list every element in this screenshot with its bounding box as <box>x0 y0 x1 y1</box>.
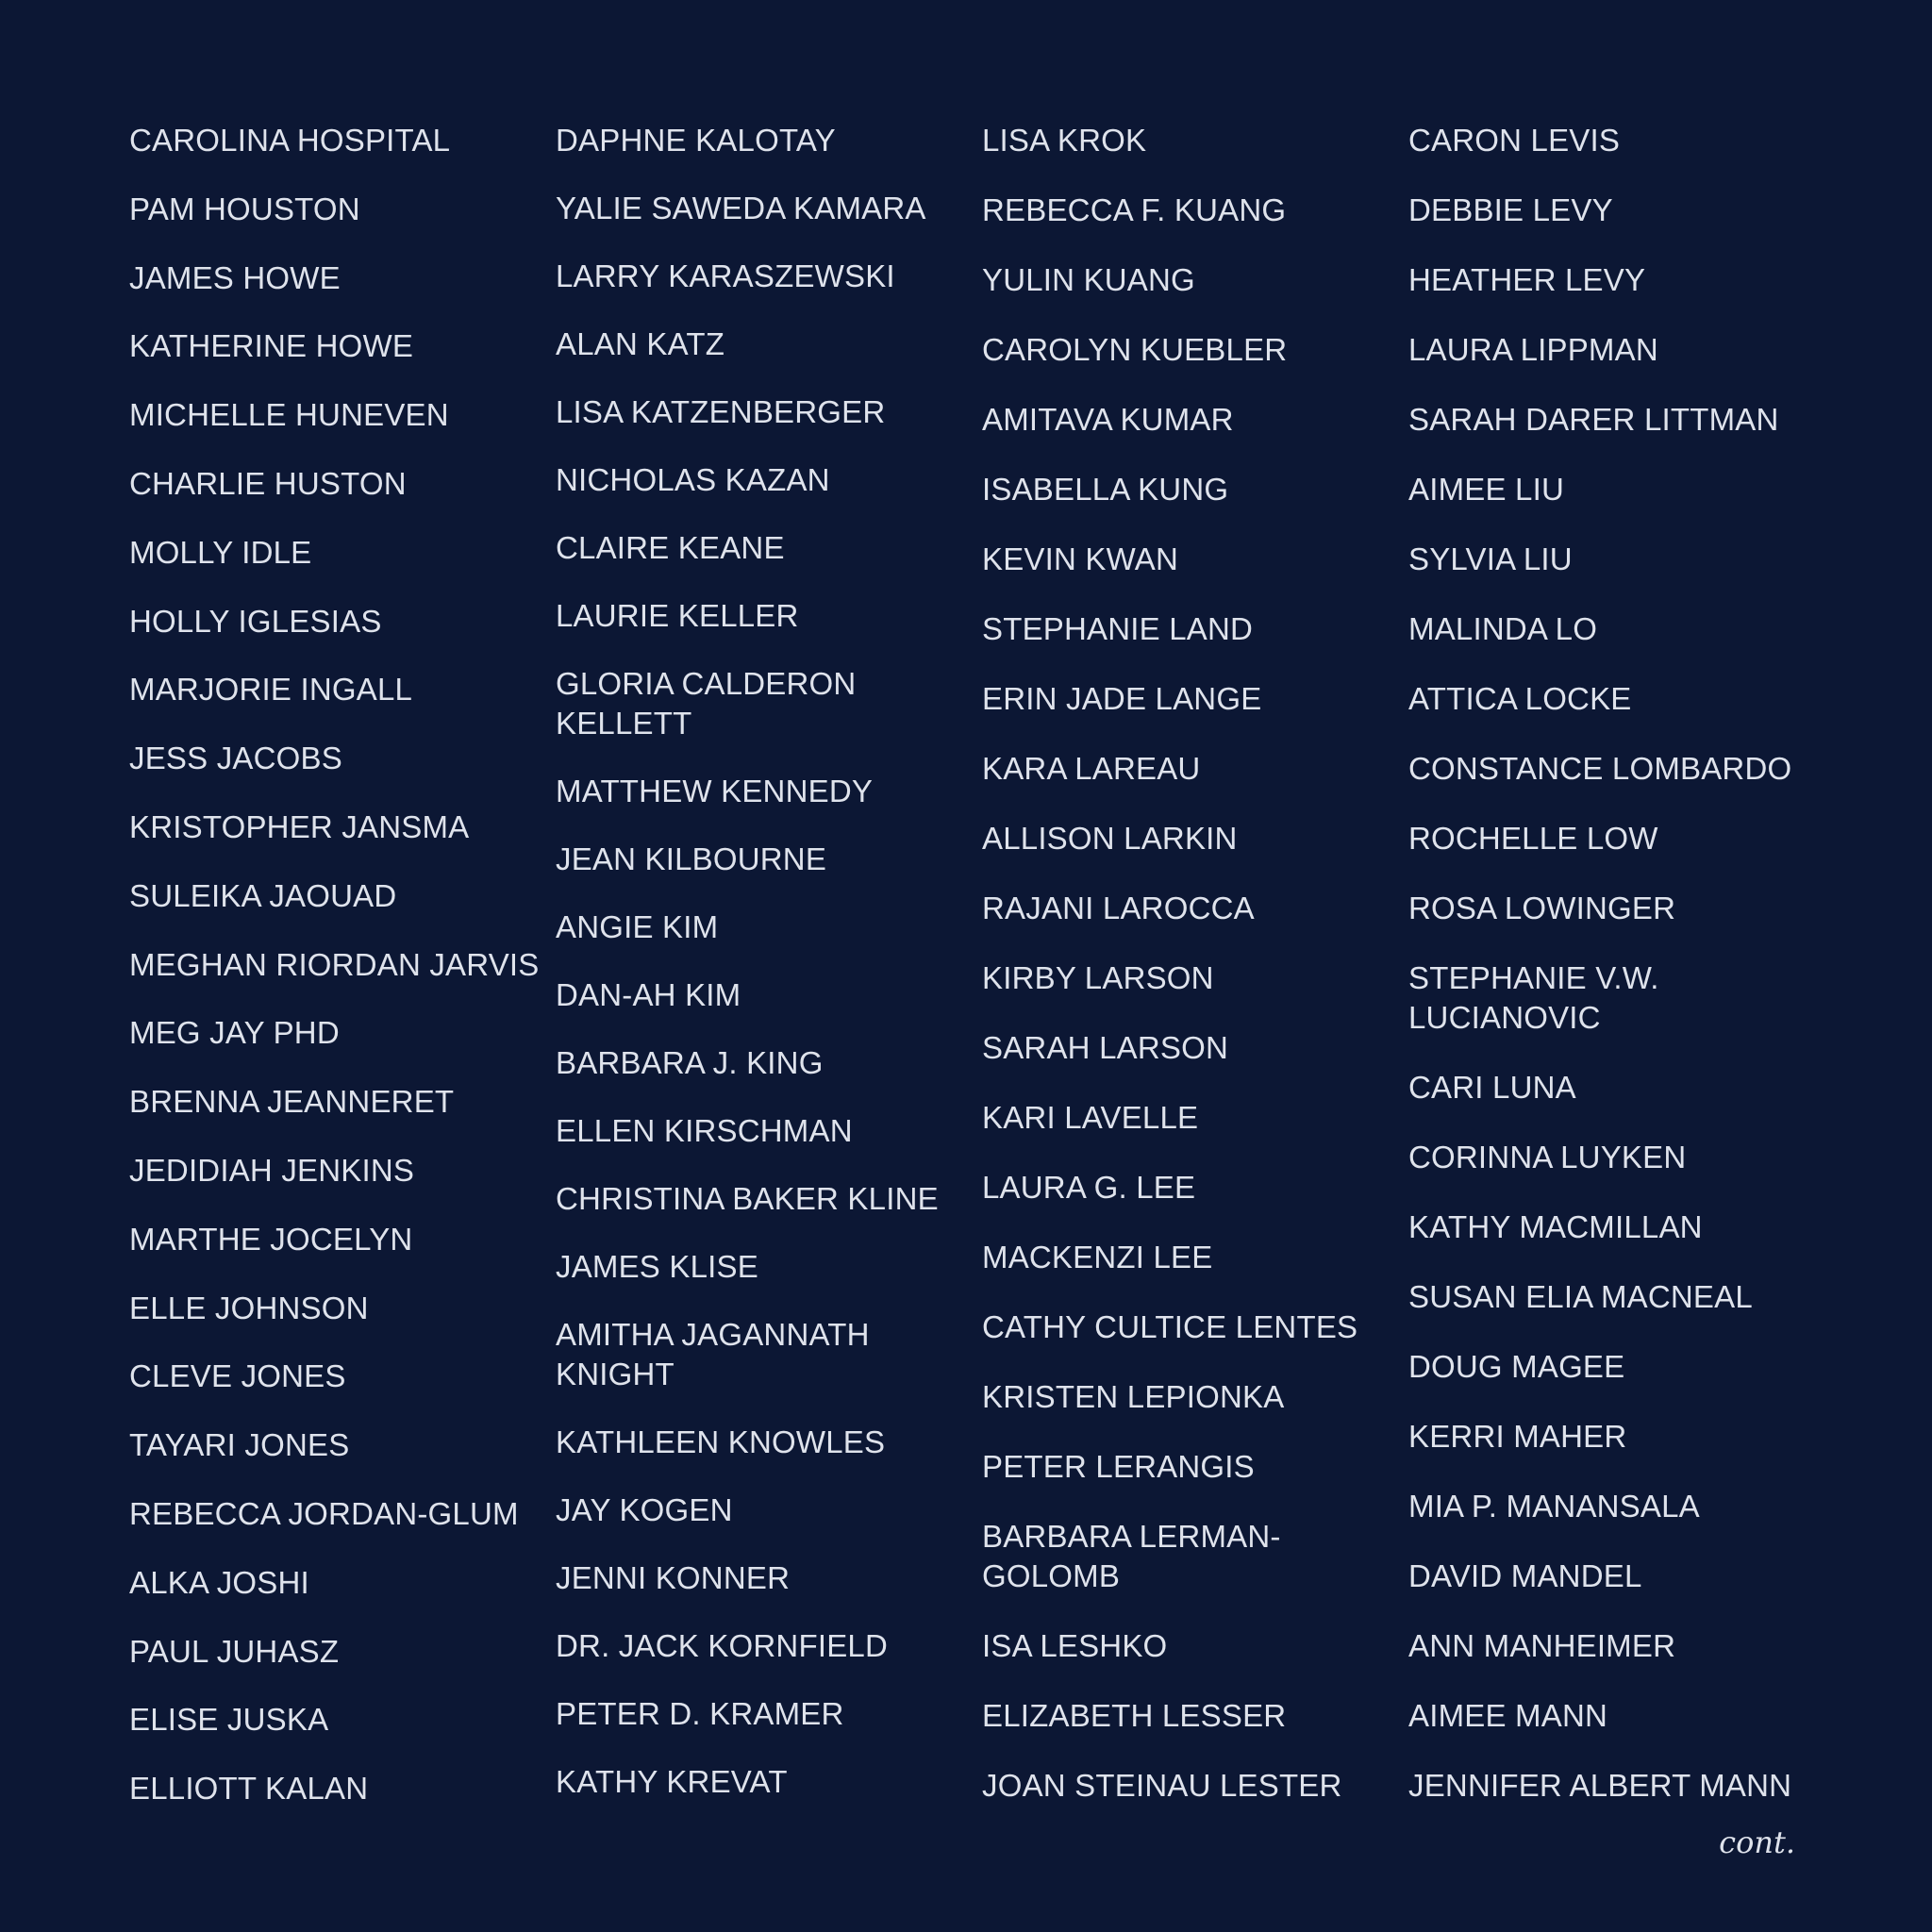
name-entry: ELLEN KIRSCHMAN <box>556 1113 853 1148</box>
name-entry: LAURA LIPPMAN <box>1408 332 1658 367</box>
name-entry: DAN-AH KIM <box>556 977 741 1012</box>
name-entry: JENNIFER ALBERT MANN <box>1408 1768 1792 1803</box>
name-entry: BARBARA LERMAN-GOLOMB <box>982 1519 1281 1593</box>
name-entry: ROCHELLE LOW <box>1408 821 1658 856</box>
name-entry: SARAH DARER LITTMAN <box>1408 402 1779 437</box>
name-entry: ISABELLA KUNG <box>982 472 1229 507</box>
name-entry: MALINDA LO <box>1408 611 1598 646</box>
name-entry: AIMEE MANN <box>1408 1698 1608 1733</box>
name-entry: KIRBY LARSON <box>982 960 1214 995</box>
name-entry: KRISTOPHER JANSMA <box>129 808 470 844</box>
name-entry: HOLLY IGLESIAS <box>129 603 382 639</box>
name-entry: MARJORIE INGALL <box>129 672 413 708</box>
name-entry: CAROLINA HOSPITAL <box>129 123 451 158</box>
name-entry: REBECCA JORDAN-GLUM <box>129 1495 519 1531</box>
name-entry: ERIN JADE LANGE <box>982 681 1262 716</box>
name-entry: KATHERINE HOWE <box>129 328 414 364</box>
name-entry: BRENNA JEANNERET <box>129 1084 455 1120</box>
name-entry: CARON LEVIS <box>1408 123 1621 158</box>
name-entry: ELIZABETH LESSER <box>982 1698 1287 1733</box>
name-entry: JESS JACOBS <box>129 741 342 776</box>
name-entry: MEGHAN RIORDAN JARVIS <box>129 946 540 982</box>
name-entry: KATHY KREVAT <box>556 1764 788 1799</box>
name-entry: KEVIN KWAN <box>982 541 1178 576</box>
name-entry: SARAH LARSON <box>982 1030 1228 1065</box>
name-entry: ANGIE KIM <box>556 909 719 944</box>
name-entry: MARTHE JOCELYN <box>129 1221 413 1257</box>
name-entry: ALAN KATZ <box>556 326 725 361</box>
name-entry: KARA LAREAU <box>982 751 1201 786</box>
name-entry: AMITAVA KUMAR <box>982 402 1234 437</box>
name-entry: JEDIDIAH JENKINS <box>129 1152 415 1188</box>
name-entry: DEBBIE LEVY <box>1408 192 1613 227</box>
name-entry: CONSTANCE LOMBARDO <box>1408 751 1792 786</box>
name-entry: ALLISON LARKIN <box>982 821 1238 856</box>
name-entry: KATHY MACMILLAN <box>1408 1209 1703 1244</box>
name-entry: CARI LUNA <box>1408 1070 1576 1105</box>
name-entry: BARBARA J. KING <box>556 1045 824 1080</box>
name-entry: KERRI MAHER <box>1408 1419 1627 1454</box>
name-entry: AIMEE LIU <box>1408 472 1565 507</box>
name-entry: LISA KATZENBERGER <box>556 394 886 429</box>
name-entry: PETER LERANGIS <box>982 1449 1255 1484</box>
name-entry: YALIE SAWEDA KAMARA <box>556 191 926 225</box>
name-entry: ATTICA LOCKE <box>1408 681 1632 716</box>
name-entry: KARI LAVELLE <box>982 1100 1199 1135</box>
name-entry: JAY KOGEN <box>556 1492 733 1527</box>
name-entry: CHRISTINA BAKER KLINE <box>556 1181 939 1216</box>
name-entry: DOUG MAGEE <box>1408 1349 1625 1384</box>
name-entry: ISA LESHKO <box>982 1628 1168 1663</box>
name-entry: DR. JACK KORNFIELD <box>556 1628 888 1663</box>
name-entry: CAROLYN KUEBLER <box>982 332 1288 367</box>
name-entry: NICHOLAS KAZAN <box>556 462 830 497</box>
name-entry: TAYARI JONES <box>129 1427 350 1463</box>
name-entry: SYLVIA LIU <box>1408 541 1573 576</box>
name-column-3 <box>982 121 1408 1838</box>
name-entry: REBECCA F. KUANG <box>982 192 1287 227</box>
name-entry: MICHELLE HUNEVEN <box>129 397 449 433</box>
name-entry: CATHY CULTICE LENTES <box>982 1309 1358 1344</box>
name-entry: KATHLEEN KNOWLES <box>556 1424 886 1459</box>
name-entry: LAURA G. LEE <box>982 1170 1196 1205</box>
name-entry: CHARLIE HUSTON <box>129 465 407 501</box>
name-entry: SUSAN ELIA MACNEAL <box>1408 1279 1753 1314</box>
name-entry: SULEIKA JAOUAD <box>129 877 397 913</box>
name-entry: STEPHANIE LAND <box>982 611 1254 646</box>
name-entry: AMITHA JAGANNATH KNIGHT <box>556 1317 870 1391</box>
name-entry: CLEVE JONES <box>129 1358 346 1394</box>
name-column-2 <box>556 121 982 1838</box>
name-entry: PETER D. KRAMER <box>556 1696 844 1731</box>
name-entry: LARRY KARASZEWSKI <box>556 258 895 293</box>
name-entry: ANN MANHEIMER <box>1408 1628 1676 1663</box>
name-entry: RAJANI LAROCCA <box>982 891 1255 925</box>
name-entry: MEG JAY PHD <box>129 1015 340 1051</box>
name-entry: ELISE JUSKA <box>129 1702 329 1738</box>
name-entry: MATTHEW KENNEDY <box>556 774 874 808</box>
name-entry: ELLE JOHNSON <box>129 1290 369 1325</box>
name-entry: DAVID MANDEL <box>1408 1558 1642 1593</box>
name-entry: GLORIA CALDERON KELLETT <box>556 666 857 741</box>
name-entry: JENNI KONNER <box>556 1560 791 1595</box>
name-entry: PAUL JUHASZ <box>129 1633 340 1669</box>
name-entry: ALKA JOSHI <box>129 1564 309 1600</box>
name-columns <box>129 121 1846 1838</box>
name-entry: CLAIRE KEANE <box>556 530 785 565</box>
name-entry: JEAN KILBOURNE <box>556 841 827 876</box>
name-entry: MACKENZI LEE <box>982 1240 1213 1274</box>
name-entry: MIA P. MANANSALA <box>1408 1489 1700 1524</box>
name-column-4 <box>1408 121 1835 1838</box>
name-entry: MOLLY IDLE <box>129 534 312 570</box>
name-entry: ROSA LOWINGER <box>1408 891 1676 925</box>
name-entry: STEPHANIE V.W. LUCIANOVIC <box>1408 960 1659 1035</box>
name-entry: YULIN KUANG <box>982 262 1195 297</box>
name-entry: LAURIE KELLER <box>556 598 799 633</box>
name-entry: ELLIOTT KALAN <box>129 1771 369 1807</box>
name-column-1 <box>129 121 556 1838</box>
continuation-note: cont. <box>1719 1824 1795 1860</box>
name-entry: DAPHNE KALOTAY <box>556 123 836 158</box>
name-entry: LISA KROK <box>982 123 1147 158</box>
name-entry: KRISTEN LEPIONKA <box>982 1379 1285 1414</box>
name-entry: JAMES HOWE <box>129 259 341 295</box>
name-entry: HEATHER LEVY <box>1408 262 1646 297</box>
name-entry: JAMES KLISE <box>556 1249 758 1284</box>
name-entry: PAM HOUSTON <box>129 191 360 226</box>
name-entry: CORINNA LUYKEN <box>1408 1140 1687 1174</box>
name-entry: JOAN STEINAU LESTER <box>982 1768 1342 1803</box>
